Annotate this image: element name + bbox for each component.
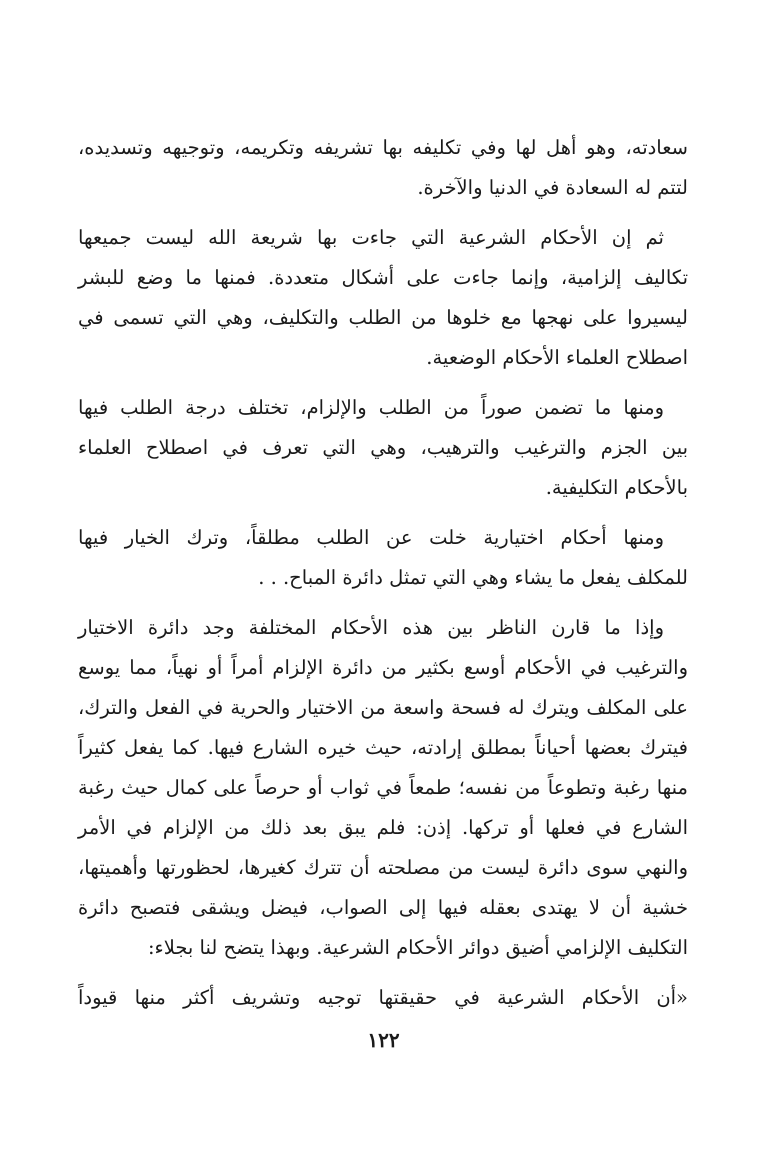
text-line: سعادته، وهو أهل لها وفي تكليفه بها تشريفه وتكريمه، وتوجيهه وتسديده، [78, 136, 688, 159]
paragraph-optional-rulings [78, 518, 688, 598]
text-line: والنهي سوى دائرة ليست من مصلحته أن تترك كغيرها، لحظورتها وأهميتها، [78, 856, 688, 879]
text-line: والترغيب في الأحكام أوسع بكثير من دائرة الإلزام أمراً أو نهياً، مما يوسع [78, 656, 688, 679]
text-line: بين الجزم والترغيب والترهيب، وهي التي تعرف في اصطلاح العلماء [78, 436, 688, 459]
text-line: وإذا ما قارن الناظر بين هذه الأحكام المختلفة وجد دائرة الاختيار [78, 616, 664, 639]
text-line: بالأحكام التكليفية. [545, 476, 688, 499]
text-line: لتتم له السعادة في الدنيا والآخرة. [417, 176, 688, 199]
text-line: اصطلاح العلماء الأحكام الوضعية. [426, 346, 688, 369]
text-line: فيترك بعضها أحياناً بمطلق إرادته، حيث خيره الشارع فيها. كما يفعل كثيراً [78, 736, 688, 759]
text-line: ومنها أحكام اختيارية خلت عن الطلب مطلقاً، وترك الخيار فيها [78, 526, 664, 549]
page-number: ١٢٢ [367, 1028, 400, 1052]
text-line: ثم إن الأحكام الشرعية التي جاءت بها شريعة الله ليست جميعها [78, 226, 664, 249]
text-line: التكليف الإلزامي أضيق دوائر الأحكام الشرعية. وبهذا يتضح لنا بجلاء: [147, 936, 688, 959]
text-line: الشارع في فعلها أو تركها. إذن: فلم يبق بعد ذلك من الإلزام في الأمر [78, 816, 688, 839]
text-line: ليسيروا على نهجها مع خلوها من الطلب والتكليف، وهي التي تسمى في [78, 306, 688, 329]
text-line: للمكلف يفعل ما يشاء وهي التي تمثل دائرة المباح. . . [258, 566, 688, 589]
paragraph-continuation [78, 128, 688, 208]
text-line: «أن الأحكام الشرعية في حقيقتها توجيه وتشريف أكثر منها قيوداً [78, 986, 688, 1009]
text-line: تكاليف إلزامية، وإنما جاءت على أشكال متعددة. فمنها ما وضع للبشر [78, 266, 688, 289]
page-body [78, 128, 688, 1028]
paragraph-comparison [78, 608, 688, 968]
paragraph-shariah-rulings [78, 218, 688, 378]
text-line: على المكلف ويترك له فسحة واسعة من الاختيار والحرية في الفعل والترك، [78, 696, 688, 719]
paragraph-quote [78, 978, 688, 1018]
paragraph-taklifi-rulings [78, 388, 688, 508]
text-line: منها رغبة وتطوعاً من نفسه؛ طمعاً في ثواب أو حرصاً على كمال حيث رغبة [78, 776, 688, 799]
text-line: خشية أن لا يهتدى بعقله فيها إلى الصواب، فيضل ويشقى فتصبح دائرة [78, 896, 688, 919]
text-line: ومنها ما تضمن صوراً من الطلب والإلزام، تختلف درجة الطلب فيها [78, 396, 664, 419]
